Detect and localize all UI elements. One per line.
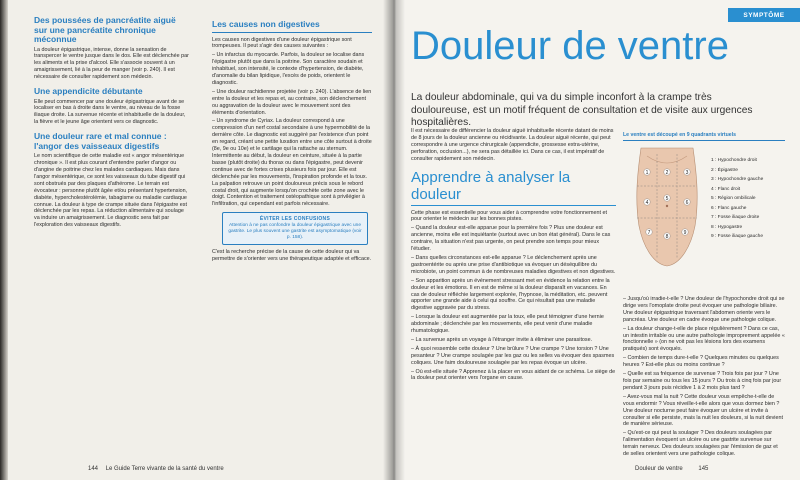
paragraph: Les causes non digestives d'une douleur épigastrique sont trompeuses. Il peut s'agir des causes suivantes : <box>212 36 352 50</box>
heading-appendicite: Une appendicite débutante <box>34 86 143 97</box>
svg-text:2: 2 <box>665 169 669 176</box>
heading-rule <box>212 32 372 33</box>
question-2: – Dans quelles circonstances est-elle apparue ? Le déclenchement après une gastroentérite ou après une prise d'antibiotique va évoquer un déséquilibre du microbiote, un point commun à de nombreuses maladies digestives et non digestives. <box>411 254 616 275</box>
question-1: – Quand la douleur est-elle apparue pour la première fois ? Plus une douleur est ancienne, moins elle est inquiétante (surtout avec un bon état général). Dans le cas contraire, la situation n'est pas urgente, on peut prendre son temps pour mieux l'étudier. <box>411 225 611 253</box>
paragraph: Cette phase est essentielle pour vous aider à comprendre votre fonctionnement et pour orienter le médecin sur les bonnes pistes. <box>411 209 607 223</box>
figure-title: Le ventre est découpé en 9 quadrants virtuels <box>623 132 785 141</box>
question-6: – À quoi ressemble cette douleur ? Une brûlure ? Une crampe ? Une torsion ? Une pesanteur ? Une crampe soulagée par les gaz ou les selles va évoquer des spasmes coliques. Une faim douloureuse soulagée par les repas évoque un ulcère. <box>411 345 615 366</box>
svg-text:9: 9 <box>683 229 687 236</box>
legend-item: 7 : Fosse iliaque droite <box>711 215 760 220</box>
question-nuit: – Avez-vous mal la nuit ? Cette douleur vous empêche-t-elle de vous endormir ? Vous réveille-t-elle alors que vous dormez bien ? Une douleur nocturne peut faire évoquer un ulcère et invite à consulter si elle persiste, mais la nuit les douleurs, si la nuit devient de manière sérieuse. <box>623 393 784 428</box>
heading-pancreatite: Des poussées de pancréatite aiguë sur une pancréatite chronique méconnue <box>34 15 176 44</box>
legend-item: 1 : Hypochondre droit <box>711 158 757 163</box>
svg-text:8: 8 <box>665 233 669 240</box>
book-edge <box>0 0 8 480</box>
book-title: Le Guide Terre vivante de la santé du ventre <box>105 466 224 472</box>
bullet-cyriax: – Un syndrome de Cyriax. La douleur correspond à une compression d'un nerf costal secondaire à une hypermobilité de la dernière côte. Le diagnostic est suggéré par l'existence d'un point en regard, créant une petite luxation entre une côte surtout à droite (8e, 9e ou 10e) et le cartilage qui la rattache au sternum. Intermittente au début, la douleur en ceinture, située à la partie basse (plutôt droite) du thorax ou dans l'épigastre, peut devenir continue avec de fortes crises plusieurs fois par jour. Elle est déclenchée par les mouvements, l'inspiration profonde et la toux. La palpation retrouve un point douloureux précis sous le rebord costal droit, qui augmente lorsqu'on crochète cette zone avec le doigt. Contention et traitement ostéopathique sont à privilégier à l'infiltration, qui cependant est parfois nécessaire. <box>212 118 372 208</box>
warning-text: Attention à ne pas confondre la douleur épigastrique avec une gastrite. Le plus souvent une gastrite est asymptomatique (voir p. 158). <box>228 223 362 241</box>
svg-text:6: 6 <box>685 199 689 206</box>
question-7: – Où est-elle située ? Apprenez à la placer en vous aidant de ce schéma. Le siège de la douleur peut orienter vers l'organe en cause. <box>411 368 616 382</box>
right-column-1 <box>411 128 616 384</box>
paragraph: Il est nécessaire de différencier la douleur aiguë inhabituelle récente datant de moins de 8 jours de la douleur ancienne ou récidivante. La douleur aiguë récente, qui peut correspondre à une urgence chirurgicale (appendicite, grossesse extra-utérine, perforation, occlusion...), ne sera pas détaillée ici. Dans ce cas, il est impératif de consulter rapidement son médecin. <box>411 128 614 162</box>
question-irradiation: – Jusqu'où irradie-t-elle ? Une douleur de l'hypochondre droit qui se dirige vers l'omoplate droite peut évoquer une pathologie biliaire. Une douleur épigastrique traversant l'abdomen oriente vers le pancréas. Une douleur en cadre évoque une pathologie colique. <box>623 296 785 323</box>
page-number: 145 <box>698 466 709 472</box>
svg-text:7: 7 <box>647 229 651 236</box>
question-3: – Son apparition après un événement stressant met en évidence la relation entre la douleur et les émotions. Il en est de même si la douleur disparaît en vacances. En cas de douleur réfléchie largement explorée, l'hypnose, la méditation, etc. peuvent apporter une grande aide à celui qui souffre. Ce qui résultait pas une maladie digestive aggravée par du stress. <box>411 277 610 312</box>
warning-title: ÉVITER LES CONFUSIONS <box>259 216 331 223</box>
paragraph: Elle peut commencer par une douleur épigastrique avant de se localiser en bas à droite dans le ventre, au niveau de la fosse iliaque droite. La survenue récente et inhabituelle de la douleur, la fièvre et le jeune âge orientent vers ce diagnostic. <box>34 98 186 126</box>
paragraph: La douleur épigastrique, intense, donne la sensation de transpercer le ventre jusque dans le dos. Elle est déclenchée par les aliments et la prise d'alcool. Elle s'associe souvent à un amaigrissement, lié à la peur de manger (voir p. 240). Il est nécessaire de consulter rapidement son médecin. <box>34 46 189 81</box>
svg-text:3: 3 <box>685 169 689 176</box>
heading-causes-non-digestives: Les causes non digestives <box>212 19 320 29</box>
question-place: – La douleur change-t-elle de place régulièrement ? Dans ce cas, un intestin irritable ou une autre pathologie improprement appelée « fonctionnelle » (on ne voit pas les lésions lors des examens pratiqués) sont évoqués. <box>623 325 785 353</box>
paragraph: C'est la recherche précise de la cause de cette douleur qui va permettre de s'orienter vers une thérapeutique adaptée et efficace. <box>212 249 372 263</box>
right-column-2 <box>623 296 785 460</box>
abdomen-illustration <box>627 146 707 268</box>
warning-box <box>222 212 368 245</box>
symptom-tag: SYMPTÔME <box>728 8 800 22</box>
left-column-1 <box>34 8 190 231</box>
svg-text:4: 4 <box>645 199 649 206</box>
page-number: 144 <box>88 466 99 472</box>
page-title: Douleur de ventre <box>411 24 729 68</box>
left-page <box>0 0 393 480</box>
legend-item: 9 : Fosse iliaque gauche <box>711 234 763 239</box>
section-heading: Apprendre à analyser la douleur <box>411 169 616 206</box>
legend-item: 4 : Flanc droit <box>711 186 741 192</box>
question-soulagement: – Qu'est-ce qui peut la soulager ? Des douleurs soulagées par l'alimentation évoquent un ulcère ou une gastrite survenue sur terrain nerveux. Des douleurs soulagées par l'émission de gaz et de selles orientent vers une pathologie colique. <box>623 430 778 458</box>
chapter-title: Douleur de ventre <box>635 466 683 472</box>
bullet-rachidienne: – Une douleur rachidienne projetée (voir p. 240). L'absence de lien entre la douleur et les repas et, au contraire, son déclenchement ou aggravation de la douleur avec le mouvement sont des éléments d'orientation. <box>212 88 372 116</box>
question-frequence: – Quelle est sa fréquence de survenue ? Trois fois par jour ? Une fois par semaine ou tous les 15 jours ? Ou trois à cinq fois par jour pendant 3 jours puis récidive 1 à 2 mois plus tard ? <box>623 371 782 391</box>
heading-angor: Une douleur rare et mal connue : l'angor des vaisseaux digestifs <box>34 131 167 151</box>
right-page <box>393 0 800 480</box>
question-5: – La survenue après un voyage à l'étranger invite à éliminer une parasitose. <box>411 336 593 343</box>
question-4: – Lorsque la douleur est augmentée par la toux, elle peut témoigner d'une hernie abdominale ; déclenchée par les mouvements, elle peut venir d'une maladie rhumatologique. <box>411 314 604 335</box>
svg-text:1: 1 <box>645 169 649 176</box>
left-footer <box>88 466 224 472</box>
legend-item: 6 : Flanc gauche <box>711 205 747 211</box>
bullet-infarctus: – Un infarctus du myocarde. Parfois, la douleur se localise dans l'épigastre plutôt que dans la poitrine. Son caractère soudain et inhabituel, son intensité, le contexte d'hypertension, de diabète, d'anomalie du bilan lipidique, l'excès de poids, orientent le diagnostic. <box>212 52 365 86</box>
svg-text:5: 5 <box>665 195 669 202</box>
lead-paragraph: La douleur abdominale, qui va du simple inconfort à la crampe très douloureuse, est un motif fréquent de consultation et de visite aux urgences hospitalières. <box>411 92 753 128</box>
abdomen-figure <box>623 132 785 272</box>
question-duree: – Combien de temps dure-t-elle ? Quelques minutes ou quelques heures ? Est-elle plus ou moins continue ? <box>623 355 779 369</box>
paragraph: Le nom scientifique de cette maladie est « angor mésentérique chronique ». Il est plus courant d'entendre parler d'angor ou d'angine de poitrine chez les malades cardiaques. Mais dans l'angor mésentérique, ce sont les vaisseaux du tube digestif qui sont obstrués par des plaques d'athérome. Le terrain est évocateur : personne plutôt âgée et/ou présentant hypertension, diabète, hypercholestérolémie, tabagisme ou maladie cardiaque connue. La douleur à type de crampe située dans l'épigastre est déclenchée par les repas. La réduction alimentaire qui soulage va induire un amaigrissement. Le diagnostic sera fait par l'exploration des vaisseaux digestifs. <box>34 153 188 229</box>
legend-item: 8 : Hypogastre <box>711 224 743 230</box>
legend-item: 2 : Épigastre <box>711 167 738 173</box>
left-column-2 <box>212 8 372 265</box>
figure-legend <box>711 156 763 242</box>
legend-item: 5 : Région ombilicale <box>711 196 756 201</box>
legend-item: 3 : Hypochondre gauche <box>711 177 764 182</box>
right-footer <box>635 466 708 472</box>
